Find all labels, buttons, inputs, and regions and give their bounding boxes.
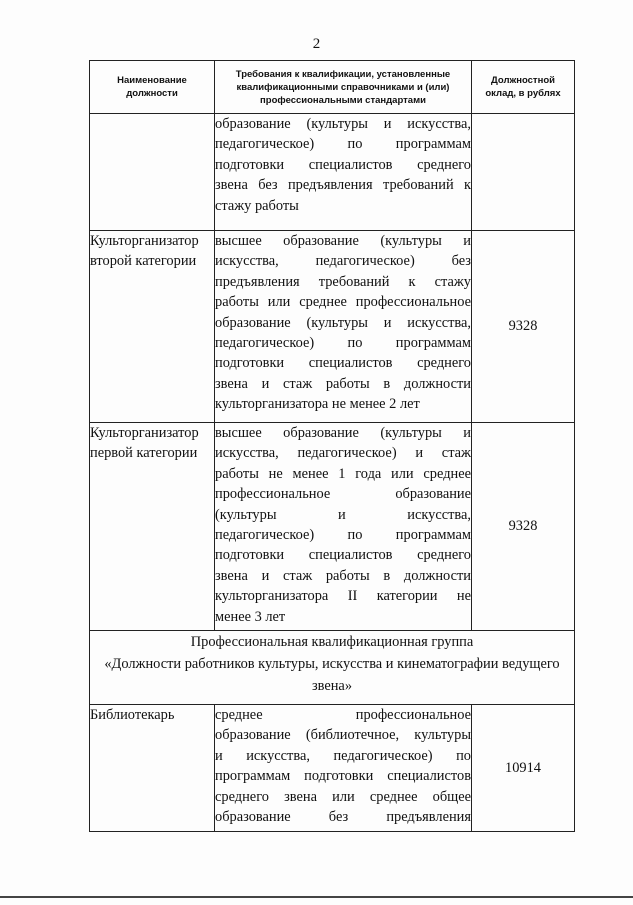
page-number: 2 [312, 36, 321, 52]
requirement-line: звена без предъявления требований к [215, 177, 471, 194]
requirement-line: образование (культуры и искусства, [215, 314, 471, 331]
requirement-line: (культуры и искусства, [215, 506, 471, 523]
table-row [90, 114, 575, 231]
requirement-line: культорганизатора не менее 2 лет [215, 396, 420, 413]
requirement-line: педагогическое) по программам [215, 136, 471, 153]
requirement-line: искусства, педагогическое) без [215, 253, 471, 270]
page-bottom-edge [0, 896, 633, 898]
table-row [90, 705, 575, 832]
group-header-line: звена» [311, 678, 353, 694]
requirement-line: искусства, педагогическое) и стаж [215, 445, 471, 462]
requirement-line: подготовки специалистов среднего [215, 355, 471, 372]
position-name-cell: Культорганизатор первой категории [90, 423, 215, 631]
group-header-line: Профессиональная квалификационная группа [190, 634, 474, 650]
salary-cell: 9328 [472, 231, 575, 423]
requirement-line: подготовки специалистов среднего [215, 156, 471, 173]
header-requirements: Требования к квалификации, установленные квалификационными справочниками и (или) профессиональными стандартами [215, 61, 472, 114]
requirement-line: культорганизатора II категории не [215, 588, 471, 605]
requirements-cell [215, 231, 472, 423]
table-header-row [90, 61, 575, 114]
requirement-line: образование (культуры и искусства, [215, 116, 471, 132]
table-row [90, 423, 575, 631]
salary-cell: 10914 [472, 705, 575, 832]
requirement-line: высшее образование (культуры и [215, 425, 471, 441]
requirements-cell [215, 114, 472, 231]
header-position-name: Наименование должности [90, 61, 215, 114]
requirement-line: высшее образование (культуры и [215, 233, 471, 249]
requirement-line: программам подготовки специалистов [215, 768, 471, 785]
group-header-row [90, 631, 575, 705]
requirement-line: педагогическое) по программам [215, 527, 471, 544]
requirements-cell [215, 705, 472, 832]
table-row [90, 231, 575, 423]
position-name-cell: Культорганизатор второй категории [90, 231, 215, 423]
header-salary: Должностной оклад, в рублях [472, 61, 575, 114]
requirement-line: подготовки специалистов среднего [215, 547, 471, 564]
requirement-line: предъявления требований к стажу [215, 273, 471, 290]
requirement-line: звена и стаж работы в должности [215, 375, 471, 392]
requirements-cell [215, 423, 472, 631]
requirement-line: образование без предъявления [215, 809, 471, 826]
position-name-cell: Библиотекарь [90, 705, 215, 832]
requirement-line: работы или среднее профессиональное [215, 294, 471, 311]
requirement-line: педагогическое) по программам [215, 335, 471, 352]
salary-table [89, 60, 575, 832]
requirement-line: среднего звена или среднее общее [215, 788, 471, 805]
requirement-line: среднее профессиональное [215, 707, 471, 723]
group-header-line: «Должности работников культуры, искусства и кинематографии ведущего [104, 656, 560, 672]
salary-cell: 9328 [472, 423, 575, 631]
position-name-cell [90, 114, 215, 231]
requirement-line: и искусства, педагогическое) по [215, 747, 471, 764]
requirement-line: стажу работы [215, 197, 299, 214]
requirement-line: образование (библиотечное, культуры [215, 727, 471, 744]
requirement-line: менее 3 лет [215, 608, 286, 625]
requirement-line: профессиональное образование [215, 486, 471, 503]
requirement-line: звена и стаж работы в должности [215, 567, 471, 584]
salary-cell [472, 114, 575, 231]
requirement-line: работы не менее 1 года или среднее [215, 465, 471, 482]
group-header [90, 631, 575, 705]
